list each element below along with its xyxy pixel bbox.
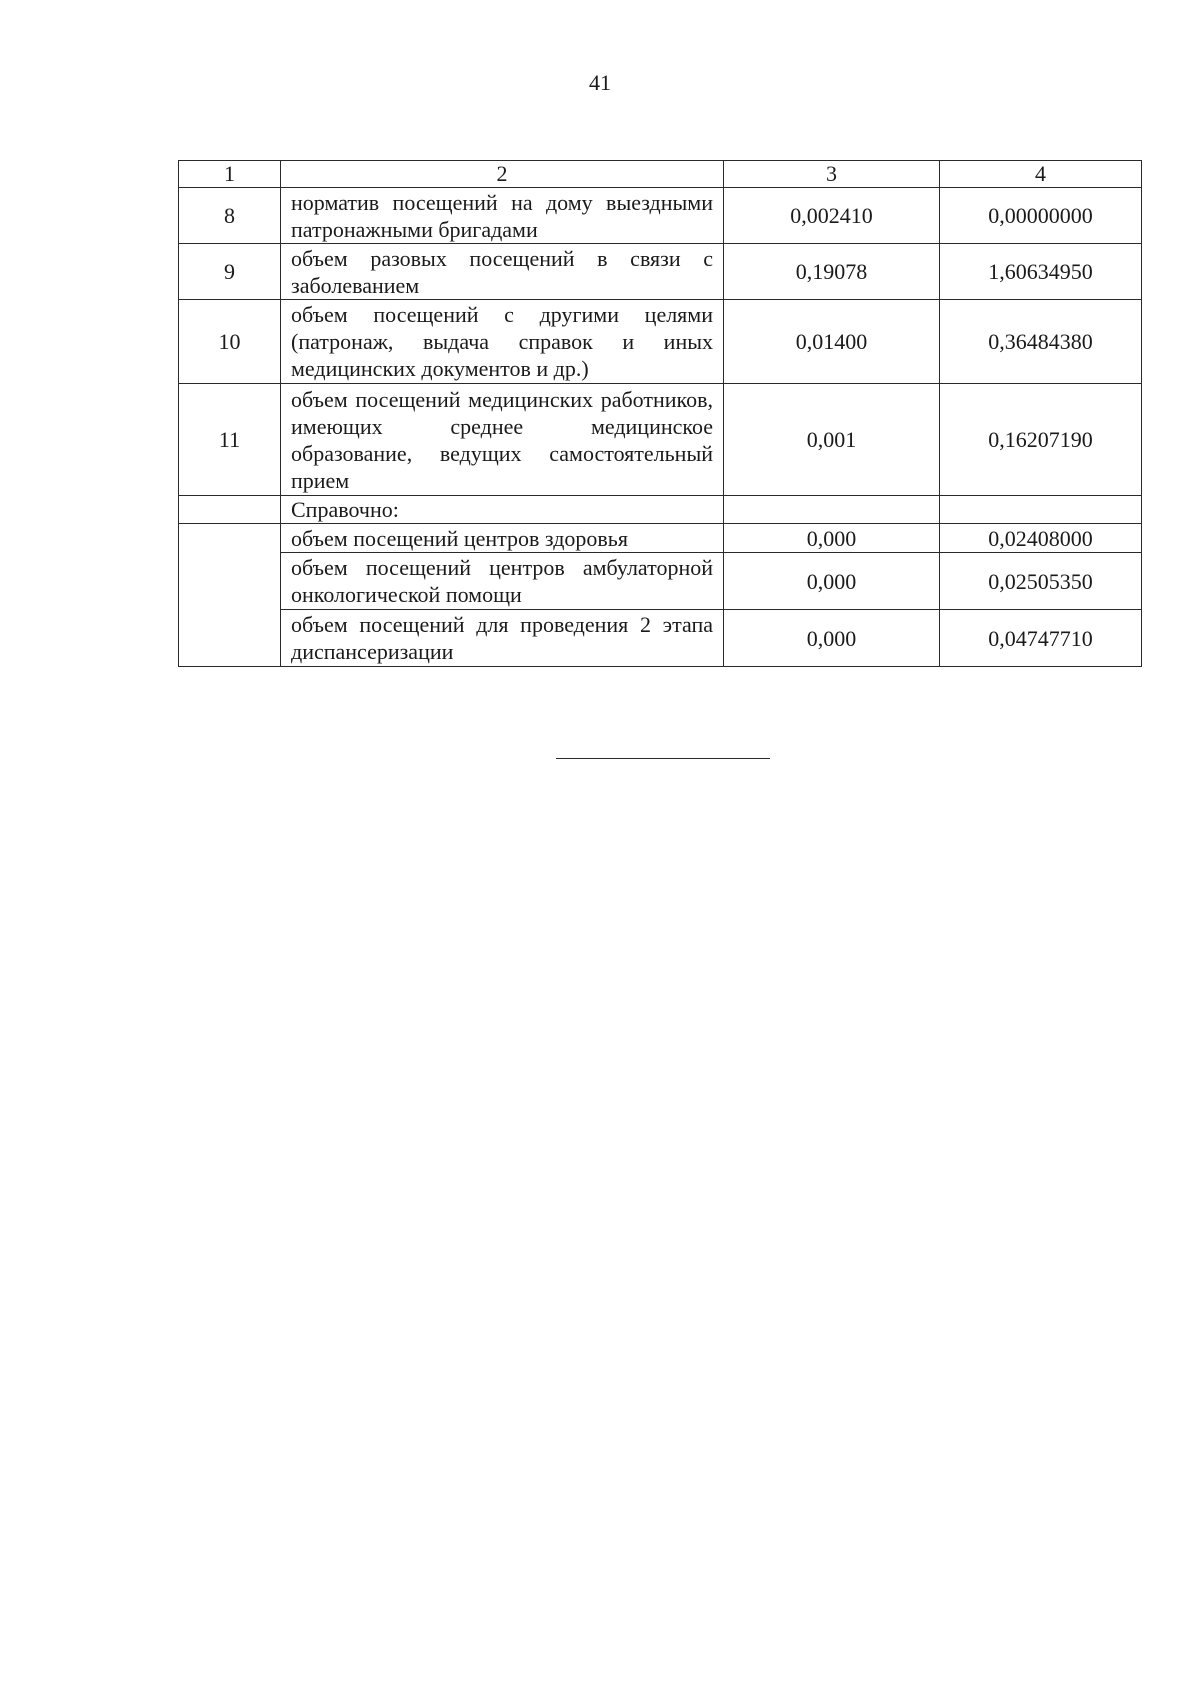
row-value-col3: 0,000 [724, 524, 940, 553]
empty-cell [724, 496, 940, 524]
row-value-col3: 0,000 [724, 553, 940, 610]
empty-cell [179, 524, 281, 667]
table-row [179, 188, 1142, 244]
table-row [179, 610, 1142, 667]
row-number: 9 [179, 244, 281, 300]
empty-cell [179, 496, 281, 524]
table-header-row [179, 161, 1142, 188]
row-value-col4: 0,02408000 [940, 524, 1142, 553]
header-cell: 1 [179, 161, 281, 188]
row-value-col3: 0,01400 [724, 300, 940, 384]
table-row [179, 384, 1142, 496]
row-value-col4: 0,04747710 [940, 610, 1142, 667]
page-number-text: 41 [589, 70, 611, 95]
header-cell: 3 [724, 161, 940, 188]
row-value-col4: 0,02505350 [940, 553, 1142, 610]
row-number: 10 [179, 300, 281, 384]
row-value-col3: 0,002410 [724, 188, 940, 244]
end-divider-line [556, 758, 770, 759]
table-row [179, 244, 1142, 300]
empty-cell [940, 496, 1142, 524]
row-value-col3: 0,000 [724, 610, 940, 667]
reference-label-row [179, 496, 1142, 524]
row-value-col4: 0,36484380 [940, 300, 1142, 384]
row-value-col4: 0,00000000 [940, 188, 1142, 244]
header-cell: 4 [940, 161, 1142, 188]
row-description: объем посещений с другими целями (патронаж, выдача справок и иных медицинских документов и др.) [281, 300, 724, 384]
row-value-col3: 0,001 [724, 384, 940, 496]
page-number [0, 70, 1200, 96]
reference-label: Справочно: [281, 496, 724, 524]
row-number: 11 [179, 384, 281, 496]
row-value-col3: 0,19078 [724, 244, 940, 300]
table-row [179, 553, 1142, 610]
row-description: норматив посещений на дому выездными патронажными бригадами [281, 188, 724, 244]
table-row [179, 524, 1142, 553]
row-description: объем посещений для проведения 2 этапа диспансеризации [281, 610, 724, 667]
header-cell: 2 [281, 161, 724, 188]
row-description: объем посещений медицинских работников, имеющих среднее медицинское образование, ведущих самостоятельный прием [281, 384, 724, 496]
row-description: объем разовых посещений в связи с заболеванием [281, 244, 724, 300]
data-table [178, 160, 1142, 667]
row-value-col4: 0,16207190 [940, 384, 1142, 496]
table-row [179, 300, 1142, 384]
row-number: 8 [179, 188, 281, 244]
row-value-col4: 1,60634950 [940, 244, 1142, 300]
row-description: объем посещений центров амбулаторной онкологической помощи [281, 553, 724, 610]
row-description: объем посещений центров здоровья [281, 524, 724, 553]
